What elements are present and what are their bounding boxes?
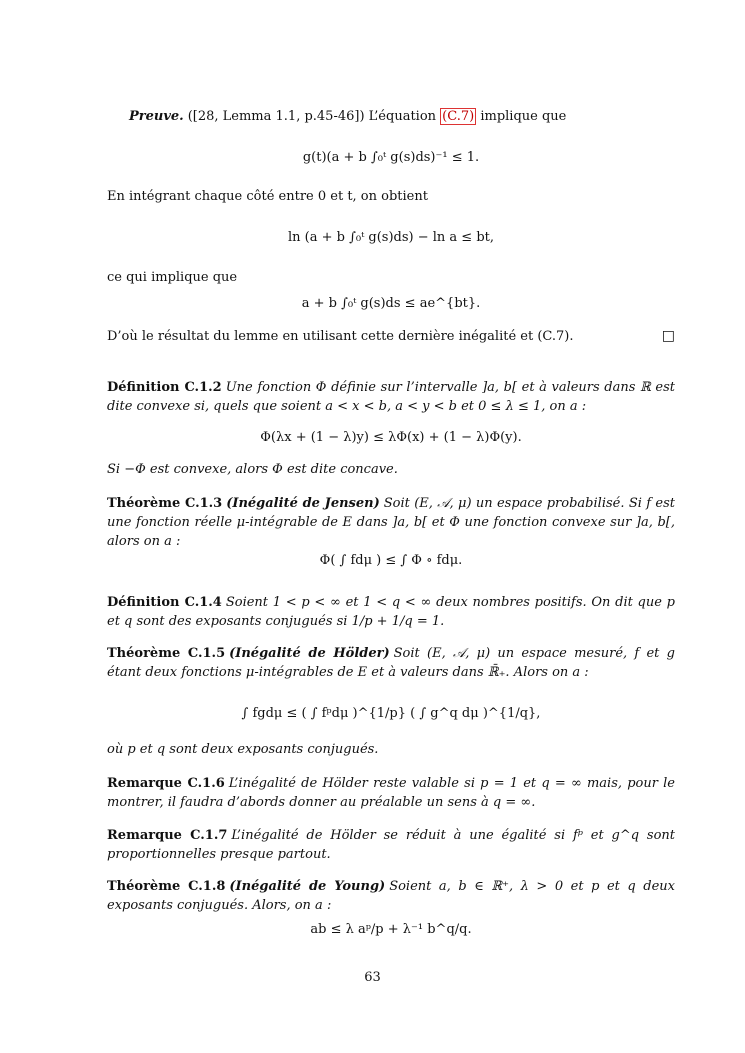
proof-label: Preuve. bbox=[129, 109, 184, 124]
proof-intro-tail: implique que bbox=[476, 109, 567, 124]
remark-c16-text: L’inégalité de Hölder reste valable si p = 1 et q = ∞ mais, pour le montrer, il faudra d’abords donner au préalable un sens à q = ∞. bbox=[107, 776, 675, 810]
proof-line-3: ce qui implique que bbox=[107, 270, 238, 285]
proof-equation-3: a + b ∫₀ᵗ g(s)ds ≤ ae^{bt}. bbox=[301, 296, 481, 311]
theorem-c15-name: (Inégalité de Hölder) bbox=[229, 646, 390, 661]
remark-c17-text: L’inégalité de Hölder se réduit à une égalité si fᵖ et g^q sont proportionnelles presque partout. bbox=[107, 828, 675, 862]
definition-c12-label: Définition C.1.2 bbox=[107, 380, 222, 395]
theorem-c13 bbox=[107, 494, 675, 551]
theorem-c15-text: Soit (E, 𝒜, μ) un espace mesuré, f et g étant deux fonctions μ-intégrables de E et à valeurs dans ℝ̄₊. Alors on a : bbox=[107, 646, 675, 680]
definition-c14-text: Soient 1 < p < ∞ et 1 < q < ∞ deux nombres positifs. On dit que p et q sont des exposants conjugués si 1/p + 1/q = 1. bbox=[107, 595, 675, 629]
equation-reference-link[interactable]: (C.7) bbox=[442, 109, 475, 124]
definition-c14-label: Définition C.1.4 bbox=[107, 595, 222, 610]
theorem-c18-name: (Inégalité de Young) bbox=[229, 879, 386, 894]
proof-conclusion-row bbox=[107, 327, 675, 346]
theorem-c18-equation: ab ≤ λ aᵖ/p + λ⁻¹ b^q/q. bbox=[310, 922, 472, 937]
theorem-c15 bbox=[107, 644, 675, 682]
theorem-c13-label: Théorème C.1.3 bbox=[107, 496, 223, 511]
remark-c17 bbox=[107, 826, 675, 864]
qed-symbol: □ bbox=[661, 328, 675, 344]
proof-intro: ([28, Lemma 1.1, p.45-46]) L’équation bbox=[187, 109, 441, 124]
theorem-c13-name: (Inégalité de Jensen) bbox=[226, 496, 380, 511]
proof-line-2: En intégrant chaque côté entre 0 et t, on obtient bbox=[107, 189, 428, 204]
definition-c12 bbox=[107, 378, 675, 416]
theorem-c13-equation: Φ( ∫ fdμ ) ≤ ∫ Φ ∘ fdμ. bbox=[319, 553, 463, 568]
definition-c12-equation: Φ(λx + (1 − λ)y) ≤ λΦ(x) + (1 − λ)Φ(y). bbox=[260, 430, 522, 445]
definition-c12-after: Si −Φ est convexe, alors Φ est dite concave. bbox=[107, 462, 398, 477]
page-number: 63 bbox=[364, 970, 381, 985]
theorem-c18 bbox=[107, 877, 675, 915]
proof-equation-1: g(t)(a + b ∫₀ᵗ g(s)ds)⁻¹ ≤ 1. bbox=[302, 150, 480, 165]
definition-c12-text: Une fonction Φ définie sur l’intervalle ]a, b[ et à valeurs dans ℝ est dite convexe si, quels que soient a < x < b, a < y < b et 0 ≤ λ ≤ 1, on a : bbox=[107, 380, 675, 414]
remark-c17-label: Remarque C.1.7 bbox=[107, 828, 228, 843]
remark-c16 bbox=[107, 774, 675, 812]
theorem-c13-text: Soit (E, 𝒜, μ) un espace probabilisé. Si f est une fonction réelle μ-intégrable de E dans ]a, b[ et Φ une fonction convexe sur ]a, b[, alors on a : bbox=[107, 496, 675, 549]
theorem-c18-label: Théorème C.1.8 bbox=[107, 879, 226, 894]
proof-equation-2: ln (a + b ∫₀ᵗ g(s)ds) − ln a ≤ bt, bbox=[287, 230, 495, 245]
remark-c16-label: Remarque C.1.6 bbox=[107, 776, 225, 791]
theorem-c18-text: Soient a, b ∈ ℝ⁺, λ > 0 et p et q deux exposants conjugués. Alors, on a : bbox=[107, 879, 675, 913]
proof-paragraph bbox=[107, 107, 675, 126]
theorem-c15-label: Théorème C.1.5 bbox=[107, 646, 226, 661]
definition-c14 bbox=[107, 593, 675, 631]
proof-conclusion: D’où le résultat du lemme en utilisant cette dernière inégalité et (C.7). bbox=[107, 329, 574, 344]
theorem-c15-equation: ∫ fgdμ ≤ ( ∫ fᵖdμ )^{1/p} ( ∫ g^q dμ )^{1/q}, bbox=[241, 706, 541, 721]
theorem-c15-after: où p et q sont deux exposants conjugués. bbox=[107, 742, 379, 757]
